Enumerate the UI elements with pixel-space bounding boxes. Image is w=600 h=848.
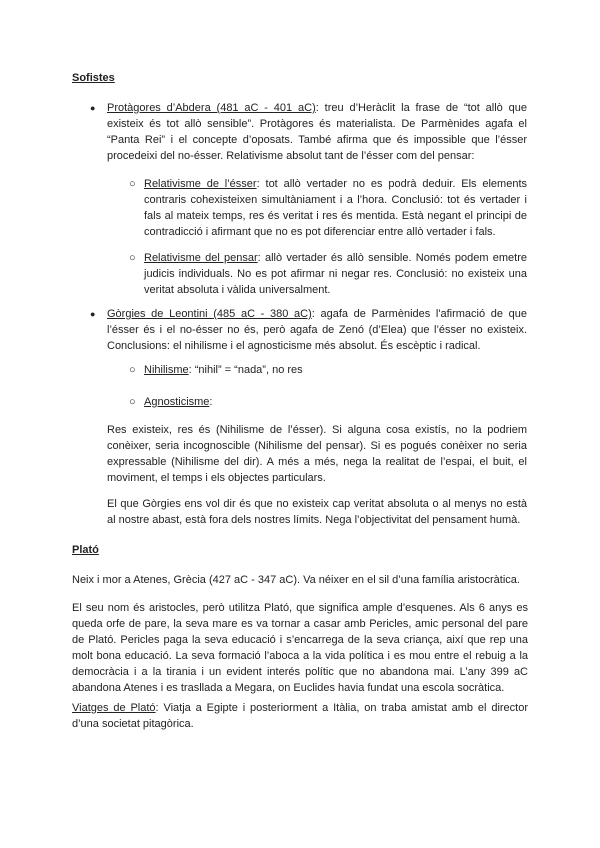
text-viatges-plato: : Viatja a Egipte i posteriorment a Itàlia, on traba amistat amb el director d’una societat pitagòrica. — [72, 702, 528, 730]
paragraph-plato-viatges — [72, 700, 528, 732]
text-gorgies: : agafa de Parmènides l'afirmació de que l’ésser és i el no-ésser no és, però agafa de Zenó (d’Elea) que l’ésser no existeix. Conclusions: el nihilisme i el agnosticisme més absolut. És escèptic i radical. — [107, 308, 527, 352]
paragraph-gorgies-nihilisme: Res existeix, res és (Nihilisme de l’ésser). Si alguna cosa existís, no la podriem conèixer, seria incognoscible (Nihilisme del pensar). Si es pogués conèixer no seria expressable (Nihilisme del dir). A més a més, nega la realitat de l’espai, el buit, el moviment, el temps i els objectes particulars. — [107, 424, 527, 484]
link-agnosticisme[interactable]: Agnosticisme — [144, 396, 210, 408]
bullet-agnosticisme: ○ — [129, 396, 136, 408]
section-title-sofistes: Sofistes — [72, 72, 115, 84]
text-relativisme-pensar: : allò vertader és allò sensible. Només podem emetre judicis individuals. No es pot afirmar ni negar res. Conclusió: no existeix una veritat absoluta i vàlida universalment. — [144, 252, 527, 296]
bullet-relativisme-esser: ○ — [129, 178, 136, 190]
paragraph-relativisme-pensar — [144, 250, 527, 298]
paragraph-gorgies — [107, 306, 527, 354]
bullet-gorgies: ● — [90, 309, 96, 319]
bullet-nihilisme: ○ — [129, 364, 136, 376]
text-agnosticisme: : — [209, 396, 213, 408]
link-gorgies[interactable]: Gòrgies de Leontini (485 aC - 380 aC) — [107, 308, 312, 320]
paragraph-plato-naixement: Neix i mor a Atenes, Grècia (427 aC - 347 aC). Va néixer en el sil d’una família aristocràtica. — [72, 574, 520, 586]
link-viatges-plato[interactable]: Viatges de Plató — [72, 702, 156, 714]
paragraph-relativisme-esser — [144, 176, 527, 240]
link-protagoras[interactable]: Protàgores d’Abdera (481 aC - 401 aC) — [107, 102, 316, 114]
bullet-relativisme-pensar: ○ — [129, 252, 136, 264]
paragraph-plato-biografia: El seu nom és aristocles, però utilitza Plató, que significa ample d’esquenes. Als 6 anys es queda orfe de pare, la seva mare es va tornar a casar amb Pericles, amic personal del pare de Plató. Pericles paga la seva educació i s’encarrega de la seva criança, així que rep una molt bona educació. La seva formació l’aboca a la vida política i es mou entre el rebuig a la democràcia i a la tirania i un evident interés polític que no abandona mai. L’any 399 aC abandona Atenes i es trasllada a Megara, on Euclides havia fundat una escola socràtica. — [72, 602, 528, 694]
bullet-protagoras: ● — [90, 103, 96, 113]
link-relativisme-esser[interactable]: Relativisme de l’ésser — [144, 178, 257, 190]
section-title-plato: Plató — [72, 544, 99, 556]
paragraph-nihilisme — [144, 362, 527, 378]
text-relativisme-esser: : tot allò vertader no es podrà deduir. Els elements contraris cohexisteixen simultàniament i a l’hora. Conclusió: tot és vertader i fals al mateix temps, res és veritat i res és mentida. Està negant el principi de contradicció i afirmant que no es pot diferenciar entre allò vertader i fals. — [144, 178, 527, 238]
text-protagoras: : treu d’Heràclit la frase de “tot allò que existeix és tot allò sensible”. Protàgores és materialista. De Parmènides agafa el “Panta Rei” i el concepte d’oposats. També afirma que és impossible que l’ésser procedeixi del no-ésser. Relativisme absolut tant de l’ésser com del pensar: — [107, 102, 527, 162]
link-nihilisme[interactable]: Nihilisme — [144, 364, 189, 376]
paragraph-gorgies-conclusio: El que Gòrgies ens vol dir és que no existeix cap veritat absoluta o al menys no està al nostre abast, està fora dels nostres límits. Nega l’objectivitat del pensament humà. — [107, 498, 527, 526]
paragraph-protagoras — [107, 100, 527, 164]
link-relativisme-pensar[interactable]: Relativisme del pensar — [144, 252, 258, 264]
paragraph-agnosticisme — [144, 394, 527, 410]
text-nihilisme: : “nihil” = “nada”, no res — [188, 364, 303, 376]
